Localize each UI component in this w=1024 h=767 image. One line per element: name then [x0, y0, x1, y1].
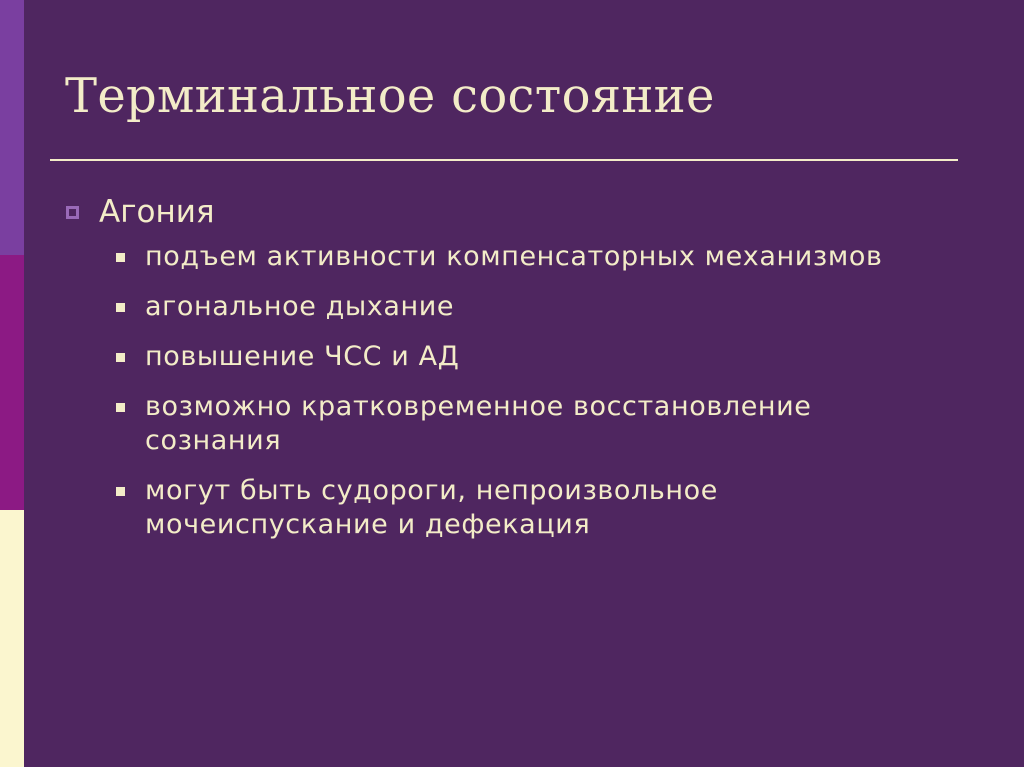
bullet-heading [64, 190, 964, 234]
sub-bullet-item [64, 474, 955, 542]
sub-bullet-item [64, 240, 955, 274]
filled-square-bullet-icon [116, 353, 125, 362]
hollow-square-bullet-icon [66, 206, 79, 219]
side-strip-top [0, 0, 24, 255]
sub-bullet-list [64, 240, 964, 542]
slide-title: Терминальное состояние [65, 68, 715, 124]
title-divider [50, 159, 958, 161]
sub-bullet-text: могут быть судороги, непроизвольное мочеиспускание и дефекация [145, 475, 718, 540]
sub-bullet-text: повышение ЧСС и АД [145, 341, 460, 372]
sub-bullet-text: агональное дыхание [145, 291, 455, 322]
side-strip-bottom [0, 510, 24, 767]
sub-bullet-text: возможно кратковременное восстановление сознания [145, 391, 812, 456]
bullet-heading-text: Агония [99, 194, 215, 230]
filled-square-bullet-icon [116, 403, 125, 412]
filled-square-bullet-icon [116, 303, 125, 312]
sub-bullet-item [64, 290, 955, 324]
filled-square-bullet-icon [116, 487, 125, 496]
sub-bullet-item [64, 390, 955, 458]
sub-bullet-item [64, 340, 955, 374]
filled-square-bullet-icon [116, 253, 125, 262]
slide-content [64, 190, 964, 558]
side-strip-middle [0, 255, 24, 510]
sub-bullet-text: подъем активности компенсаторных механизмов [145, 241, 883, 272]
